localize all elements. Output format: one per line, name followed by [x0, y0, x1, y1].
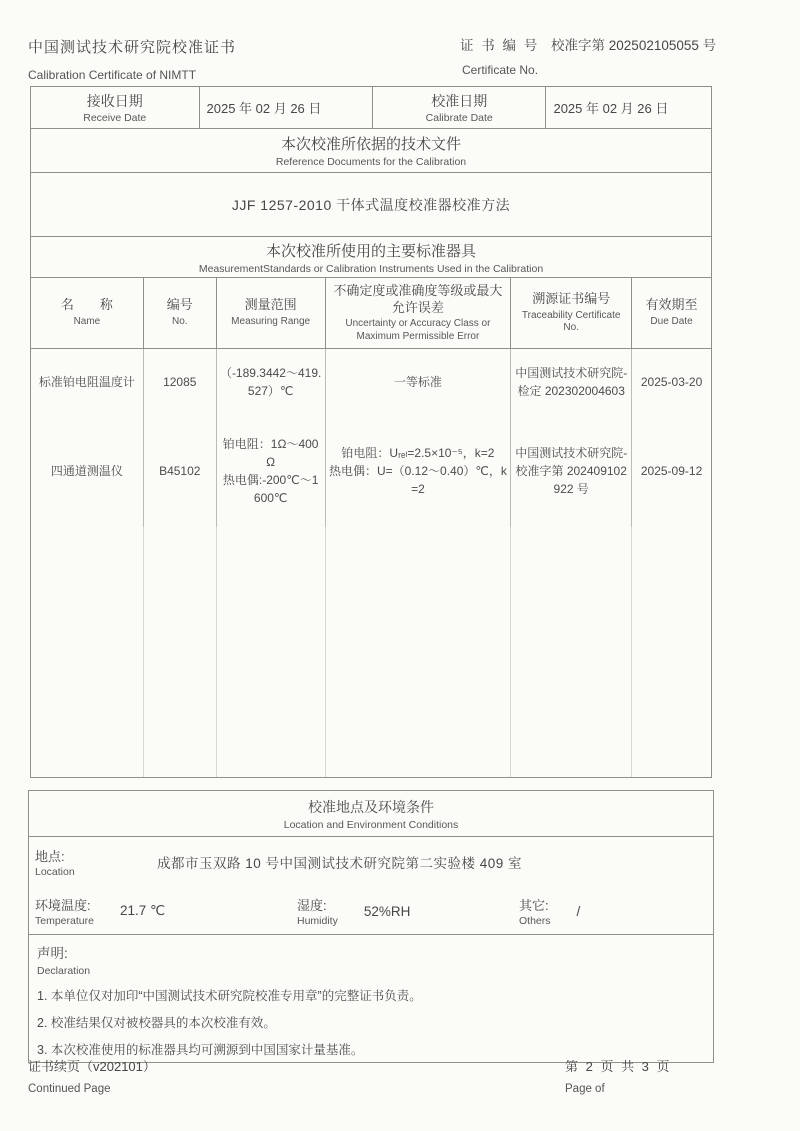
column-header-due-date-en: Due Date: [650, 316, 693, 328]
temperature-group: [29, 895, 291, 927]
receive-date-label: [31, 87, 200, 128]
column-header-no-cn: 编号: [166, 297, 193, 313]
row1-range: （-189.3442～419.527）℃: [217, 349, 326, 415]
certificate-no-label-en: Certificate No.: [462, 63, 539, 77]
temperature-label-cn: 环境温度:: [35, 898, 91, 913]
certificate-no-label: 证 书 编 号: [460, 38, 540, 53]
standards-table-body: [31, 349, 711, 777]
location-value: 成都市玉双路 10 号中国测试技术研究院第二实验楼 409 室: [157, 856, 523, 871]
footer-continued-page: [28, 1056, 156, 1095]
row1-uncertainty: 一等标准: [326, 349, 512, 415]
others-group: [513, 895, 580, 927]
column-header-no-en: No.: [171, 316, 188, 328]
calibrate-date-label-en: Calibrate Date: [425, 112, 493, 124]
declaration-section: [29, 935, 713, 1062]
row2-name: 四通道测温仪: [31, 415, 144, 527]
humidity-group: [291, 895, 513, 927]
humidity-label-cn: 湿度:: [297, 898, 327, 913]
location-label-cn: 地点:: [35, 849, 65, 864]
humidity-value: 52%RH: [363, 903, 411, 919]
declaration-label-cn: 声明:: [37, 946, 68, 961]
calibrate-date-label-cn: 校准日期: [431, 93, 488, 109]
document-title: 中国测试技术研究院校准证书: [28, 39, 237, 56]
location-label: [29, 846, 129, 878]
declaration-item-1: 1. 本单位仅对加印“中国测试技术研究院校准专用章”的完整证书负责。: [37, 989, 422, 1003]
declaration-label-en: Declaration: [37, 965, 91, 977]
others-label: [513, 895, 551, 927]
empty-cell: [31, 527, 144, 777]
column-header-traceability-en: Traceability Certificate No.: [521, 309, 621, 334]
row2-uncertainty: [326, 415, 512, 527]
location-row: [29, 837, 713, 887]
row2-range-pt: 铂电阻：1Ω～400Ω: [222, 437, 319, 469]
row2-traceability: 中国测试技术研究院-校准字第 202409102922 号: [511, 415, 632, 527]
empty-cell: [326, 527, 512, 777]
empty-cell: [217, 527, 326, 777]
footer-page-cn: 第 2 页 共 3 页: [565, 1059, 672, 1074]
footer-page-en: Page of: [565, 1083, 605, 1095]
reference-title-en: Reference Documents for the Calibration: [275, 156, 467, 168]
column-header-name: [31, 278, 144, 348]
others-value: /: [576, 903, 581, 919]
location-title-en: Location and Environment Conditions: [283, 818, 459, 831]
calibrate-date-label: [373, 87, 546, 128]
row2-uncertainty-pt: 铂电阻：Uᵣₑₗ=2.5×10⁻⁵，k=2: [341, 446, 495, 460]
empty-cell: [144, 527, 217, 777]
receive-date-label-cn: 接收日期: [86, 93, 143, 109]
row1-traceability: 中国测试技术研究院-检定 202302004603: [511, 349, 632, 415]
standards-section-title: [31, 237, 711, 278]
footer-page-number: [565, 1056, 672, 1095]
column-header-uncertainty: [326, 278, 512, 348]
column-header-name-cn: 名 称: [60, 297, 113, 313]
humidity-label: [291, 895, 338, 927]
column-header-due-date-cn: 有效期至: [645, 297, 698, 313]
calibration-main-table: [30, 86, 712, 778]
column-header-range-en: Measuring Range: [231, 316, 311, 328]
column-header-traceability: [511, 278, 632, 348]
column-header-uncertainty-cn: 不确定度或准确度等级或最大允许误差: [333, 282, 503, 315]
column-header-range: [217, 278, 326, 348]
location-environment-box: [28, 790, 714, 1063]
environment-row: [29, 887, 713, 935]
empty-cell: [632, 527, 711, 777]
standards-table-header: [31, 278, 711, 349]
row2-range: [217, 415, 326, 527]
column-header-name-en: Name: [73, 316, 101, 328]
receive-date-value: 2025 年 02 月 26 日: [200, 87, 373, 128]
reference-title-cn: 本次校准所依据的技术文件: [280, 136, 461, 153]
others-label-en: Others: [519, 915, 551, 927]
location-section-title: [29, 791, 713, 837]
humidity-label-en: Humidity: [297, 915, 338, 927]
standards-title-en: MeasurementStandards or Calibration Instruments Used in the Calibration: [198, 262, 544, 275]
reference-section-title: [31, 129, 711, 173]
temperature-label: [29, 895, 94, 927]
footer-continued-en: Continued Page: [28, 1083, 111, 1095]
standards-title-cn: 本次校准所使用的主要标准器具: [265, 242, 476, 260]
location-label-en: Location: [35, 866, 75, 878]
calibrate-date-value: 2025 年 02 月 26 日: [553, 101, 669, 116]
footer-continued-cn: 证书续页（v202101）: [28, 1059, 156, 1074]
empty-cell: [511, 527, 632, 777]
column-header-range-cn: 测量范围: [244, 297, 297, 313]
declaration-item-3: 3. 本次校准使用的标准器具均可溯源到中国国家计量基准。: [37, 1043, 364, 1057]
row1-due-date: 2025-03-20: [640, 375, 703, 389]
declaration-item-2: 2. 校准结果仅对被校器具的本次校准有效。: [37, 1016, 276, 1030]
column-header-no: [144, 278, 217, 348]
certificate-no-value: 校准字第 202502105055 号: [551, 38, 717, 53]
column-header-traceability-cn: 溯源证书编号: [532, 291, 611, 307]
temperature-label-en: Temperature: [35, 915, 94, 927]
row2-uncertainty-tc: 热电偶：U=（0.12～0.40）℃，k=2: [328, 464, 507, 496]
row2-no: B45102: [144, 415, 217, 527]
receive-date-label-en: Receive Date: [83, 112, 147, 124]
others-label-cn: 其它:: [519, 898, 549, 913]
reference-document: JJF 1257-2010 干体式温度校准器校准方法: [31, 173, 711, 237]
date-row: [31, 87, 711, 129]
document-title-en: Calibration Certificate of NIMTT: [28, 68, 197, 82]
row2-due-date: 2025-09-12: [640, 464, 703, 478]
column-header-uncertainty-en: Uncertainty or Accuracy Class or Maximum Permissible Error: [345, 318, 491, 342]
location-environment-rows: [29, 837, 713, 935]
row1-no: 12085: [144, 349, 217, 415]
location-title-cn: 校准地点及环境条件: [308, 798, 434, 815]
temperature-value: 21.7 ℃: [119, 903, 166, 918]
row1-name: 标准铂电阻温度计: [31, 349, 144, 415]
row2-range-tc: 热电偶:-200℃～1600℃: [222, 473, 319, 505]
column-header-due-date: [632, 278, 711, 348]
